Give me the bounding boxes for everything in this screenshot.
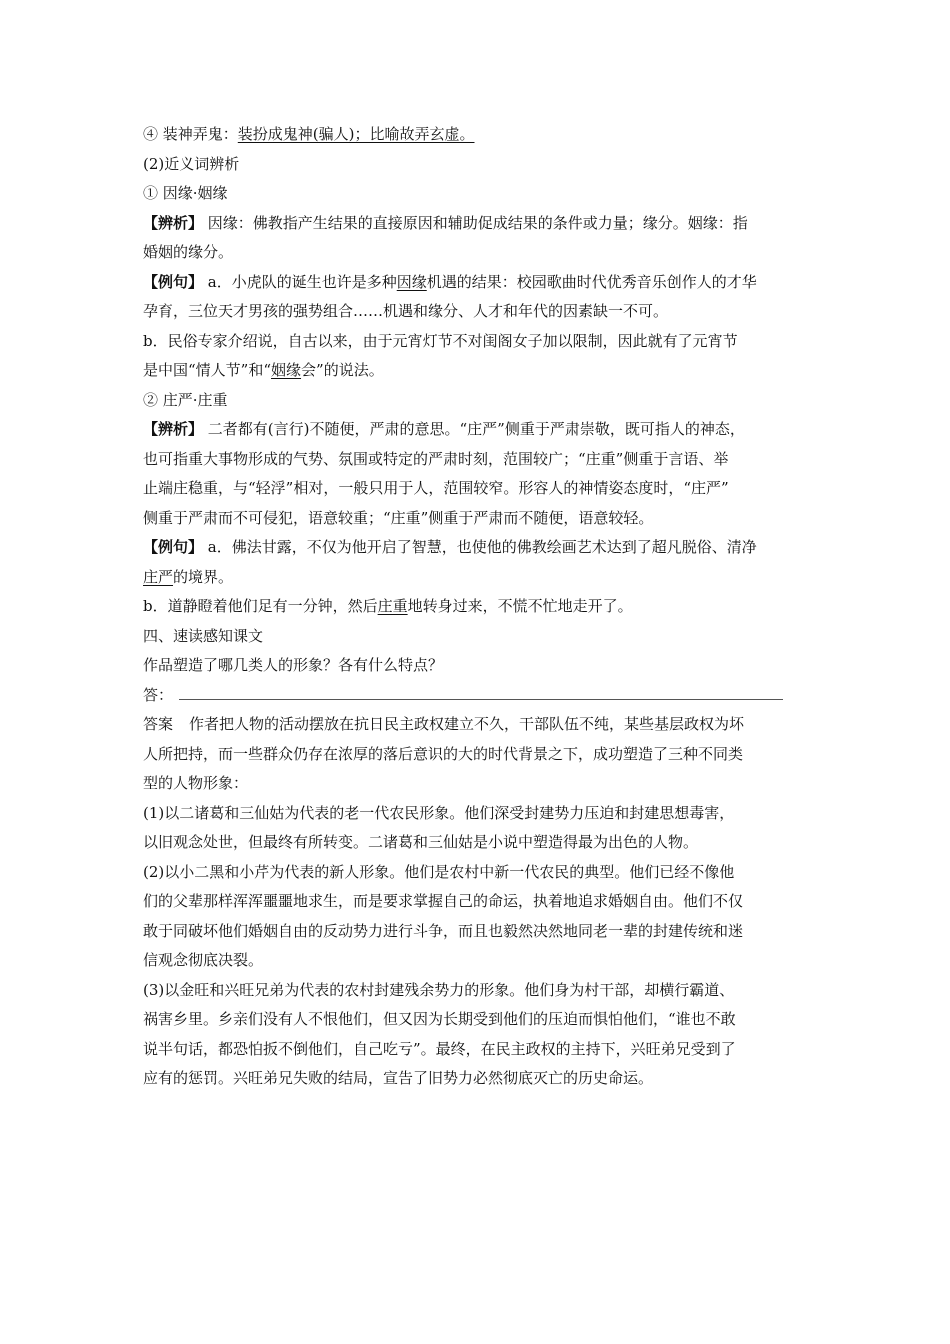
answer-point-1-cont: 以旧观念处世，但最终有所转变。二诸葛和三仙姑是小说中塑造得最为出色的人物。 (143, 833, 699, 851)
underlined-word: 庄重 (377, 597, 408, 615)
answer-text-cont: 人所把持，而一些群众仍存在浓厚的落后意识的大的时代背景之下，成功塑造了三种不同类 (143, 744, 744, 763)
example-1a: 【例句】 a．小虎队的诞生也许是多种因缘机遇的结果：校园歌曲时代优秀音乐创作人的才华 (143, 272, 757, 291)
example-1b: b．民俗专家介绍说，自古以来，由于元宵灯节不对闺阁女子加以限制，因此就有了元宵节 (143, 331, 738, 350)
example-2a-cont: 庄严的境界。 (143, 567, 234, 586)
answer-point-2-cont: 们的父辈那样浑浑噩噩地求生，而是要求掌握自己的命运，执着地追求婚姻自由。他们不仅 (143, 892, 744, 910)
analysis-1: 【辨析】 因缘：佛教指产生结果的直接原因和辅助促成结果的条件或力量；缘分。姻缘：指 (143, 213, 748, 232)
example-1b-cont: 是中国“情人节”和“姻缘会”的说法。 (143, 361, 384, 379)
underlined-word: 庄严 (143, 567, 174, 586)
answer-point-3: (3)以金旺和兴旺兄弟为代表的农村封建残余势力的形象。他们身为村干部，却横行霸道、 (143, 980, 735, 999)
answer-point-2-cont: 敢于同破坏他们婚姻自由的反动势力进行斗争，而且也毅然决然地同老一辈的封建传统和迷 (143, 921, 744, 940)
answer-point-1: (1)以二诸葛和三仙姑为代表的老一代农民形象。他们深受封建势力压迫和封建思想毒害， (143, 803, 735, 822)
section-heading-reading: 四、速读感知课文 (143, 626, 264, 645)
synonym-pair-2: ② 庄严·庄重 (143, 390, 228, 409)
example-2a: 【例句】 a．佛法甘露，不仅为他开启了智慧，也使他的佛教绘画艺术达到了超凡脱俗、清净 (143, 538, 757, 556)
document-page (143, 120, 823, 1094)
analysis-1-cont: 婚姻的缘分。 (143, 243, 234, 261)
example-2b: b．道静瞪着他们足有一分钟，然后庄重地转身过来，不慌不忙地走开了。 (143, 597, 633, 615)
answer-point-2-cont: 信观念彻底决裂。 (143, 951, 264, 969)
analysis-2-cont: 也可指重大事物形成的气势、氛围或特定的严肃时刻，范围较广；“庄重”侧重于言语、举 (143, 449, 729, 468)
answer-text: 答案 作者把人物的活动摆放在抗日民主政权建立不久，干部队伍不纯，某些基层政权为坏 (143, 715, 745, 733)
underlined-word: 因缘 (396, 272, 427, 291)
answer-point-3-cont: 祸害乡里。乡亲们没有人不恨他们，但又因为长期受到他们的压迫而惧怕他们，“谁也不敢 (143, 1010, 736, 1028)
idiom-item-4: ④ 装神弄鬼：装扮成鬼神(骗人)；比喻故弄玄虚。 (143, 125, 475, 143)
synonym-pair-1: ① 因缘·姻缘 (143, 184, 228, 202)
answer-point-2: (2)以小二黑和小芹为代表的新人形象。他们是农村中新一代农民的典型。他们已经不像他 (143, 862, 735, 881)
question: 作品塑造了哪几类人的形象？各有什么特点？ (143, 656, 444, 674)
section-heading-synonyms: (2)近义词辨析 (143, 154, 240, 173)
answer-point-3-cont: 应有的惩罚。兴旺弟兄失败的结局，宣告了旧势力必然彻底灭亡的历史命运。 (143, 1069, 654, 1087)
answer-text-cont: 型的人物形象： (143, 774, 249, 792)
analysis-2-cont: 侧重于严肃而不可侵犯，语意较重；“庄重”侧重于严肃而不随便，语意较轻。 (143, 508, 654, 527)
answer-blank[interactable] (179, 685, 783, 700)
answer-line: 答： (143, 681, 823, 711)
example-1a-cont: 孕育，三位天才男孩的强势组合……机遇和缘分、人才和年代的因素缺一不可。 (143, 302, 669, 320)
answer-point-3-cont: 说半句话，都恐怕扳不倒他们，自己吃亏”。最终，在民主政权的主持下，兴旺弟兄受到了 (143, 1039, 736, 1058)
analysis-2-cont: 止端庄稳重，与“轻浮”相对，一般只用于人，范围较窄。形容人的神情姿态度时，“庄严” (143, 479, 729, 497)
analysis-2: 【辨析】 二者都有(言行)不随便，严肃的意思。“庄严”侧重于严肃崇敬，既可指人的神态， (143, 420, 745, 438)
underlined-word: 姻缘 (271, 361, 302, 379)
idiom-definition: 装扮成鬼神(骗人)；比喻故弄玄虚。 (237, 125, 475, 143)
